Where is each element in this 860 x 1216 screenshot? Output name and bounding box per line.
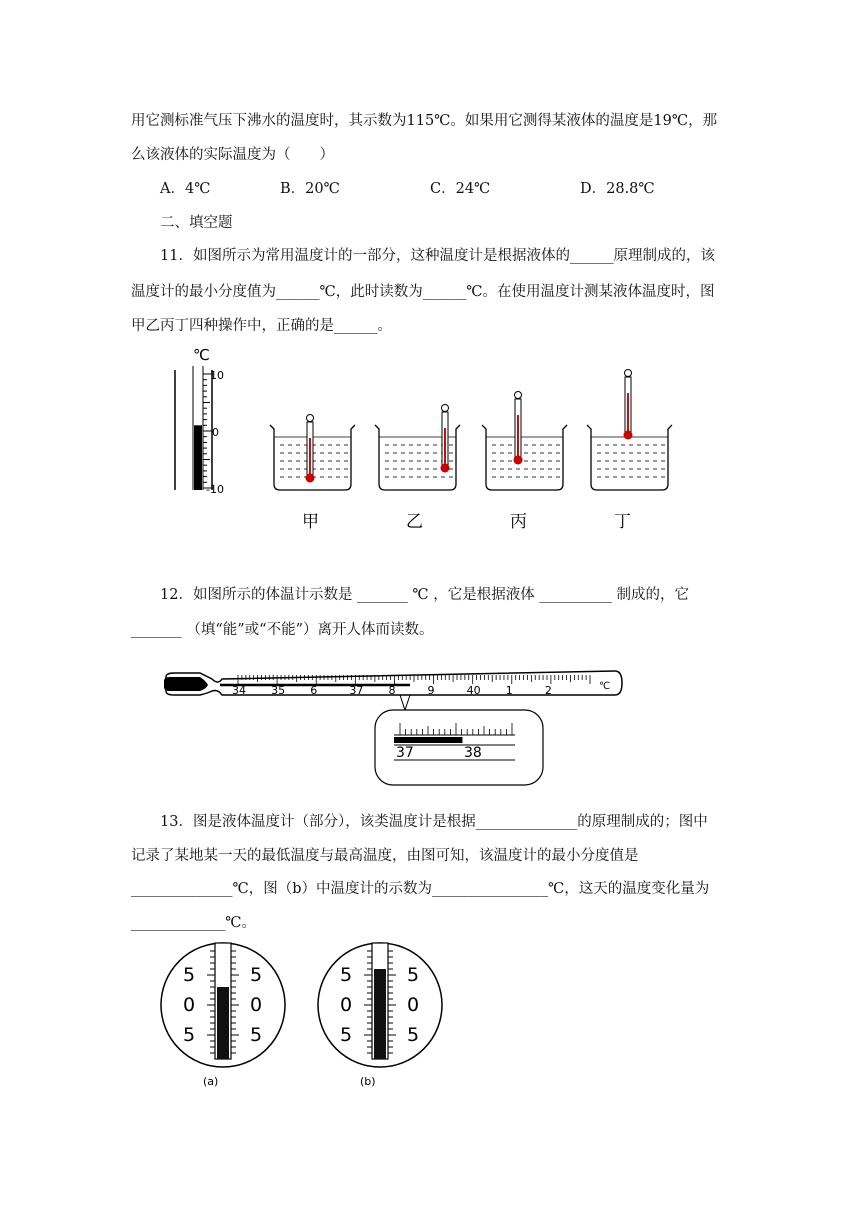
beaker-2 — [482, 425, 567, 490]
q12-zoom-37: 37 — [396, 745, 414, 761]
beaker-label-bing: 丙 — [510, 512, 527, 530]
q12-scale-label: 1 — [505, 684, 513, 697]
section-title: 二、填空题 — [160, 215, 233, 231]
q10-option-a: A．4℃ — [160, 181, 211, 197]
gauge-b-label-top: 5 — [340, 964, 353, 986]
gauge-tube-0 — [207, 943, 239, 1059]
gauge-a-label-top: 5 — [183, 964, 196, 986]
q12-zoom-38: 38 — [464, 745, 482, 761]
q13-figure — [155, 935, 455, 1090]
q11-line-3: 甲乙丙丁四种操作中，正确的是______。 — [131, 318, 392, 334]
gauge-b-label-bot: 5 — [340, 1024, 353, 1046]
q11-figure — [160, 340, 680, 530]
q13-line-4: _____________℃。 — [131, 915, 256, 931]
q12-line-2: _______ （填“能”或“不能”）离开人体而读数。 — [131, 622, 434, 638]
q12-line-1: 12．如图所示的体温计示数是 _______ ℃ ，它是根据液体 __________ 制成的，它 — [160, 587, 689, 603]
q12-clinical-thermometer — [160, 655, 630, 790]
q10-option-b: B．20℃ — [280, 181, 340, 197]
gauge-tube-1 — [364, 943, 396, 1059]
gauge-b-label-bot-right: 5 — [407, 1024, 420, 1046]
gauge-b-label-mid: 0 — [340, 994, 353, 1016]
beaker-label-jia: 甲 — [302, 512, 319, 530]
q12-scale-label: 40 — [466, 684, 481, 697]
gauge-a-caption: (a) — [203, 1075, 219, 1088]
gauge-a-label-bot: 5 — [183, 1024, 196, 1046]
q11-line-1: 11．如图所示为常用温度计的一部分，这种温度计是根据液体的______原理制成的，该 — [160, 248, 715, 264]
q12-scale-label: 6 — [310, 684, 318, 697]
q13-line-2: 记录了某地某一天的最低温度与最高温度，由图可知，该温度计的最小分度值是 — [131, 848, 639, 864]
gauge-a-label-mid: 0 — [183, 994, 196, 1016]
q10-option-d: D．28.8℃ — [580, 181, 655, 197]
beaker-label-ding: 丁 — [614, 512, 631, 530]
q11-line-2: 温度计的最小分度值为______℃，此时读数为______℃。在使用温度计测某液体温度时，图 — [131, 284, 715, 300]
gauge-b-caption: (b) — [360, 1075, 376, 1088]
q12-scale-label: 8 — [388, 684, 396, 697]
q11-scale-10: 10 — [210, 369, 224, 382]
q11-scale-minus10: -10 — [206, 483, 224, 496]
q12-scale-label: 9 — [427, 684, 435, 697]
q11-scale-0: 0 — [212, 426, 219, 439]
gauge-b-label-top-right: 5 — [407, 964, 420, 986]
beaker-label-yi: 乙 — [406, 512, 423, 530]
q10-line-2: 么该液体的实际温度为（ ） — [131, 147, 334, 163]
q12-scale-label: 35 — [271, 684, 286, 697]
q12-scale-label: 2 — [544, 684, 552, 697]
q12-unit-label: ℃ — [599, 681, 611, 692]
q12-scale-label: 34 — [232, 684, 246, 697]
q12-scale-label: 37 — [349, 684, 364, 697]
q10-option-c: C．24℃ — [430, 181, 491, 197]
gauge-b-label-mid-right: 0 — [407, 994, 420, 1016]
q13-line-3: ______________℃，图（b）中温度计的示数为________________℃，这天的温度变化量为 — [131, 881, 710, 897]
q13-line-1: 13．图是液体温度计（部分），该类温度计是根据______________的原理制成的；图中 — [160, 814, 708, 830]
gauge-a-label-top-right: 5 — [250, 964, 263, 986]
thermometer-vertical — [175, 346, 224, 496]
q11-unit-label: ℃ — [193, 346, 210, 364]
gauge-a-label-mid-right: 0 — [250, 994, 263, 1016]
q10-line-1: 用它测标准气压下沸水的温度时，其示数为115℃。如果用它测得某液体的温度是19℃，那 — [131, 113, 718, 129]
gauge-a-label-bot-right: 5 — [250, 1024, 263, 1046]
